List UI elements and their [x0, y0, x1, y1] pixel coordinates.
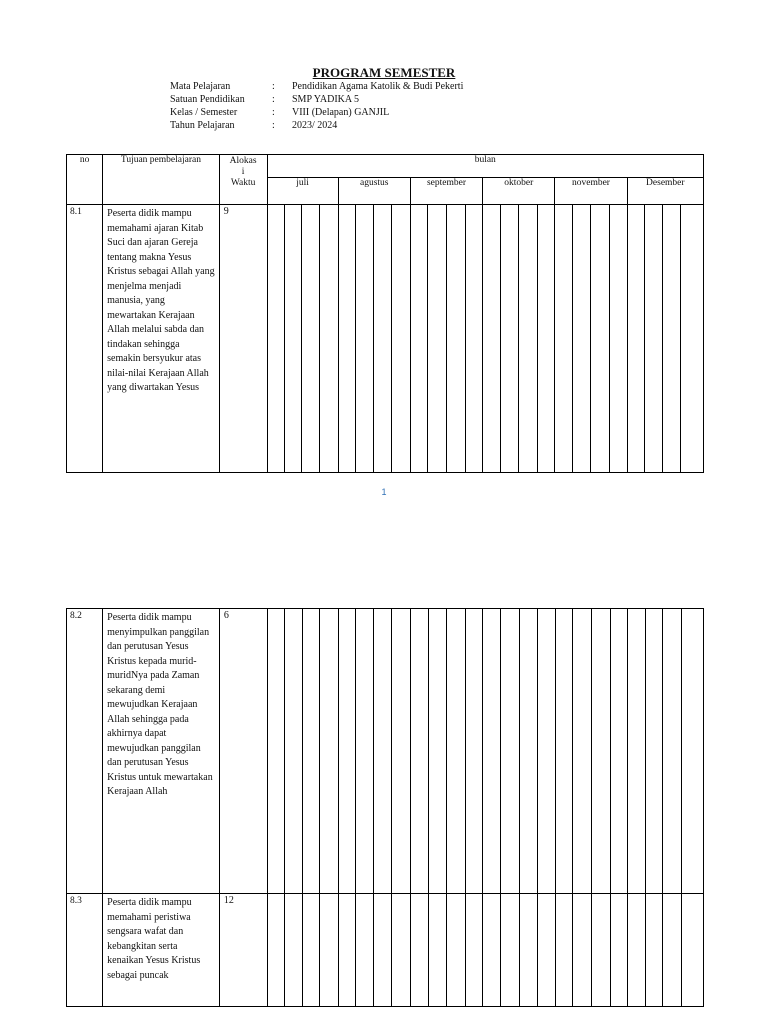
row-alokasi: 6: [219, 609, 267, 894]
week-cell: [610, 205, 627, 473]
week-cell: [446, 205, 465, 473]
week-cell: [373, 894, 392, 1007]
week-cell: [663, 894, 682, 1007]
week-cell: [555, 205, 572, 473]
meta-row: [170, 93, 463, 106]
week-cell: [465, 609, 483, 894]
meta-row: [170, 106, 463, 119]
week-cell: [610, 609, 628, 894]
meta-row: [170, 119, 463, 132]
week-cell: [320, 609, 339, 894]
week-cell: [555, 894, 573, 1007]
week-cell: [373, 609, 392, 894]
week-cell: [320, 894, 339, 1007]
week-cell: [555, 609, 573, 894]
table-row: [67, 894, 704, 1007]
week-cell: [627, 205, 644, 473]
week-cell: [302, 205, 319, 473]
meta-value: VIII (Delapan) GANJIL: [292, 107, 390, 118]
meta-label: Kelas / Semester: [170, 107, 238, 118]
week-cell: [681, 609, 703, 894]
week-cell: [267, 609, 285, 894]
header-no: no: [67, 155, 103, 205]
table-row: [67, 205, 704, 473]
week-cell: [610, 894, 628, 1007]
meta-label: Mata Pelajaran: [170, 81, 231, 92]
week-cell: [662, 205, 681, 473]
row-number: 8.2: [67, 609, 103, 894]
row-tujuan: Peserta didik mampu memahami ajaran Kitab Suci dan ajaran Gereja tentang makna Yesus Kristus sebagai Allah yang menjelma menjadi manusia, yang mewartakan Kerajaan Allah melalui sabda dan tindakan sehingga semakin bersyukur atas nilai-nilai Kerajaan Allah yang diwartakan Yesus: [103, 205, 220, 473]
week-cell: [591, 205, 610, 473]
row-alokasi: 9: [219, 205, 267, 473]
week-cell: [465, 205, 482, 473]
week-cell: [319, 205, 338, 473]
meta-value: Pendidikan Agama Katolik & Budi Pekerti: [292, 81, 464, 92]
week-cell: [591, 894, 610, 1007]
week-cell: [681, 894, 703, 1007]
week-cell: [428, 205, 447, 473]
week-cell: [645, 609, 663, 894]
month-header: september: [410, 178, 482, 205]
week-cell: [392, 894, 411, 1007]
month-header: november: [555, 178, 627, 205]
table-row: [67, 609, 704, 894]
header-alokasi: [219, 155, 267, 205]
week-cell: [447, 609, 466, 894]
meta-value: SMP YADIKA 5: [292, 94, 360, 105]
document-meta: [170, 80, 463, 132]
week-cell: [500, 205, 519, 473]
week-cell: [285, 894, 303, 1007]
page-title: PROGRAM SEMESTER: [312, 65, 456, 80]
row-tujuan: Peserta didik mampu menyimpulkan panggilan dan perutusan Yesus Kristus kepada murid-muridNya pada Zaman sekarang demi mewujudkan Kerajaan Allah sehingga pada akhirnya dapat mewujudkan panggilan dan perutusan Yesus Kristus untuk mewartakan Kerajaan Allah: [103, 609, 220, 894]
week-cell: [519, 609, 538, 894]
meta-value: 2023/ 2024: [292, 120, 338, 131]
week-cell: [356, 894, 374, 1007]
week-cell: [428, 609, 447, 894]
meta-row: [170, 80, 463, 93]
week-cell: [356, 609, 374, 894]
week-cell: [267, 205, 284, 473]
week-cell: [302, 609, 320, 894]
week-cell: [645, 205, 662, 473]
week-cell: [483, 609, 501, 894]
week-cell: [538, 609, 556, 894]
week-cell: [285, 205, 302, 473]
week-cell: [591, 609, 610, 894]
week-cell: [373, 205, 392, 473]
week-cell: [465, 894, 483, 1007]
month-header: juli: [267, 178, 338, 205]
week-cell: [483, 205, 500, 473]
meta-label: Tahun Pelajaran: [170, 120, 235, 131]
week-cell: [681, 205, 704, 473]
week-cell: [338, 609, 356, 894]
week-cell: [537, 205, 554, 473]
month-header: agustus: [338, 178, 410, 205]
week-cell: [628, 894, 646, 1007]
week-cell: [302, 894, 320, 1007]
row-alokasi: 12: [219, 894, 267, 1007]
meta-label: Satuan Pendidikan: [170, 94, 245, 105]
week-cell: [500, 609, 519, 894]
week-cell: [572, 205, 591, 473]
week-cell: [447, 894, 466, 1007]
week-cell: [519, 894, 538, 1007]
semester-program-table: [66, 154, 704, 473]
header-alokasi-text: Alokas i Waktu: [229, 156, 257, 188]
month-header: oktober: [483, 178, 555, 205]
week-cell: [356, 205, 373, 473]
header-tujuan: Tujuan pembelajaran: [103, 155, 220, 205]
row-number: 8.3: [67, 894, 103, 1007]
row-tujuan: Peserta didik mampu memahami peristiwa sengsara wafat dan kebangkitan serta kenaikan Yesus Kristus sebagai puncak: [103, 894, 220, 1007]
row-number: 8.1: [67, 205, 103, 473]
week-cell: [573, 609, 592, 894]
semester-program-table-continued: [66, 608, 704, 1007]
week-cell: [338, 205, 355, 473]
meta-sep: :: [272, 81, 275, 92]
week-cell: [428, 894, 447, 1007]
week-cell: [410, 205, 427, 473]
week-cell: [573, 894, 592, 1007]
meta-sep: :: [272, 120, 275, 131]
week-cell: [392, 609, 411, 894]
week-cell: [411, 609, 429, 894]
header-bulan: bulan: [267, 155, 703, 178]
week-cell: [538, 894, 556, 1007]
week-cell: [267, 894, 285, 1007]
week-cell: [663, 609, 682, 894]
week-cell: [645, 894, 663, 1007]
week-cell: [338, 894, 356, 1007]
page-number: 1: [381, 487, 387, 497]
week-cell: [285, 609, 303, 894]
week-cell: [519, 205, 538, 473]
week-cell: [500, 894, 519, 1007]
meta-sep: :: [272, 94, 275, 105]
week-cell: [483, 894, 501, 1007]
week-cell: [392, 205, 411, 473]
week-cell: [411, 894, 429, 1007]
meta-sep: :: [272, 107, 275, 118]
week-cell: [628, 609, 646, 894]
month-header: Desember: [627, 178, 703, 205]
